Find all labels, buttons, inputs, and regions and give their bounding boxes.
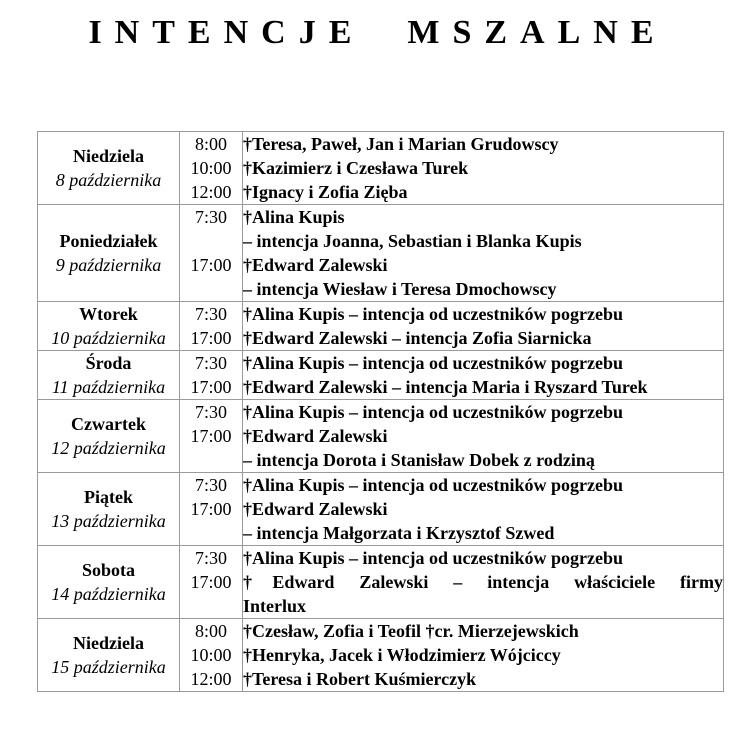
intention-line: †Edward Zalewski – intencja Maria i Ryszard Turek <box>243 377 648 397</box>
time-cell <box>180 205 243 302</box>
day-row <box>38 205 724 302</box>
intention-line: †Alina Kupis <box>243 207 345 227</box>
day-name: Czwartek <box>71 414 146 434</box>
mass-time: 7:30 <box>194 353 227 373</box>
day-cell <box>38 205 180 302</box>
mass-intentions-body <box>38 132 724 692</box>
day-row <box>38 546 724 619</box>
mass-time: 17:00 <box>190 426 232 446</box>
day-cell <box>38 546 180 619</box>
day-date: 13 października <box>51 511 166 531</box>
intention-line: †Teresa i Robert Kuśmierczyk <box>243 669 477 689</box>
intention-line: – intencja Wiesław i Teresa Dmochowscy <box>243 279 557 299</box>
time-cell <box>180 400 243 473</box>
day-cell <box>38 351 180 400</box>
day-cell <box>38 619 180 692</box>
intention-line: – intencja Małgorzata i Krzysztof Szwed <box>243 523 555 543</box>
mass-time: 12:00 <box>190 669 232 689</box>
intention-line: †Kazimierz i Czesława Turek <box>243 158 469 178</box>
day-row <box>38 400 724 473</box>
time-cell <box>180 302 243 351</box>
intention-line: – intencja Joanna, Sebastian i Blanka Kupis <box>243 231 582 251</box>
mass-time: 7:30 <box>194 548 227 568</box>
day-date: 10 października <box>51 328 166 348</box>
intention-line: †Edward Zalewski <box>243 499 388 519</box>
mass-time: 12:00 <box>190 182 232 202</box>
intention-line: †Czesław, Zofia i Teofil †cr. Mierzejewskich <box>243 621 579 641</box>
intention-cell <box>243 132 724 205</box>
mass-time: 8:00 <box>194 134 227 154</box>
mass-time: 7:30 <box>194 304 227 324</box>
mass-time: 17:00 <box>190 255 232 275</box>
intention-cell <box>243 351 724 400</box>
mass-time: 10:00 <box>190 645 232 665</box>
intention-cell <box>243 302 724 351</box>
mass-time: 7:30 <box>194 475 227 495</box>
day-name: Sobota <box>81 560 135 580</box>
day-name: Niedziela <box>73 146 144 166</box>
day-cell <box>38 473 180 546</box>
mass-time <box>180 229 242 253</box>
intention-line: †Edward Zalewski – intencja Zofia Siarnicka <box>243 328 592 348</box>
time-cell <box>180 132 243 205</box>
intention-line: †Alina Kupis – intencja od uczestników pogrzebu <box>243 402 624 422</box>
mass-time <box>180 521 242 545</box>
intention-cell <box>243 205 724 302</box>
day-date: 11 października <box>51 377 166 397</box>
mass-time: 17:00 <box>190 499 232 519</box>
day-date: 8 października <box>55 170 162 190</box>
intention-cell <box>243 619 724 692</box>
intention-line: – intencja Dorota i Stanisław Dobek z rodziną <box>243 450 595 470</box>
mass-time: 7:30 <box>194 207 227 227</box>
mass-time: 8:00 <box>194 621 227 641</box>
day-date: 9 października <box>55 255 162 275</box>
day-date: 14 października <box>51 584 166 604</box>
intention-line: †Edward Zalewski <box>243 255 388 275</box>
day-name: Piątek <box>84 487 133 507</box>
intention-line: †Alina Kupis – intencja od uczestników pogrzebu <box>243 304 624 324</box>
intention-line: †Edward Zalewski <box>243 426 388 446</box>
mass-time <box>180 594 242 618</box>
intention-line: †Edward Zalewski – intencja właściciele firmy <box>243 572 723 592</box>
time-cell <box>180 351 243 400</box>
intention-line: †Alina Kupis – intencja od uczestników pogrzebu <box>243 475 624 495</box>
intention-cell <box>243 473 724 546</box>
day-row <box>38 473 724 546</box>
mass-time <box>180 277 242 301</box>
intention-line: Interlux <box>243 596 306 616</box>
mass-intentions-table <box>37 131 724 692</box>
time-cell <box>180 546 243 619</box>
day-cell <box>38 132 180 205</box>
intention-line: †Teresa, Paweł, Jan i Marian Grudowscy <box>243 134 559 154</box>
intention-cell <box>243 546 724 619</box>
time-cell <box>180 619 243 692</box>
day-row <box>38 132 724 205</box>
day-row <box>38 351 724 400</box>
intention-line: †Ignacy i Zofia Zięba <box>243 182 408 202</box>
day-row <box>38 619 724 692</box>
intention-cell <box>243 400 724 473</box>
mass-time: 7:30 <box>194 402 227 422</box>
day-name: Wtorek <box>79 304 138 324</box>
day-date: 12 października <box>51 438 166 458</box>
mass-time: 17:00 <box>190 328 232 348</box>
intention-line: †Henryka, Jacek i Włodzimierz Wójciccy <box>243 645 561 665</box>
time-cell <box>180 473 243 546</box>
day-name: Poniedziałek <box>59 231 158 251</box>
day-name: Środa <box>85 353 132 373</box>
mass-time: 10:00 <box>190 158 232 178</box>
day-cell <box>38 400 180 473</box>
day-cell <box>38 302 180 351</box>
day-date: 15 października <box>51 657 166 677</box>
mass-time: 17:00 <box>190 572 232 592</box>
day-row <box>38 302 724 351</box>
day-name: Niedziela <box>73 633 144 653</box>
mass-time <box>180 448 242 472</box>
intention-line: †Alina Kupis – intencja od uczestników pogrzebu <box>243 353 624 373</box>
mass-time: 17:00 <box>190 377 232 397</box>
intention-line: †Alina Kupis – intencja od uczestników pogrzebu <box>243 548 624 568</box>
page-title: INTENCJE MSZALNE <box>88 14 667 51</box>
